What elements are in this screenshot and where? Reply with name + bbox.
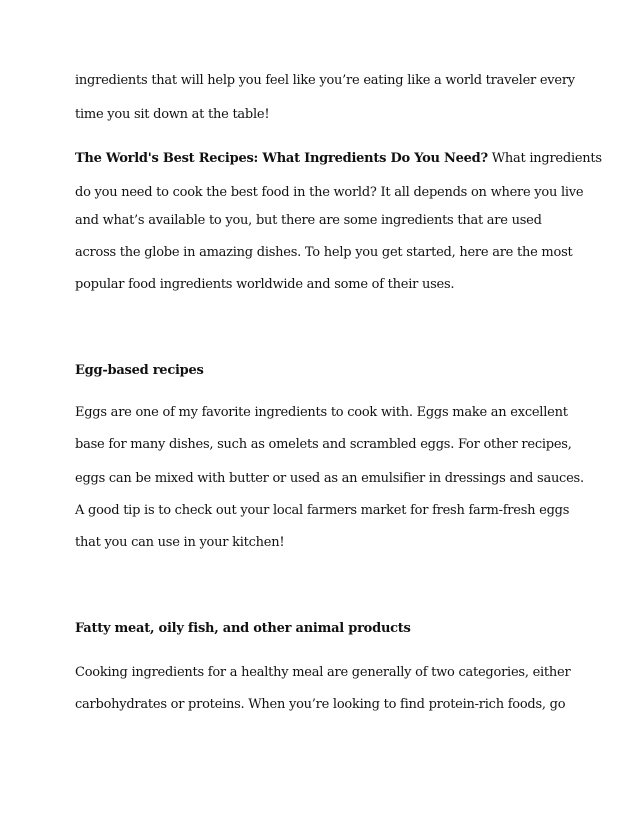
meat-section-heading: Fatty meat, oily fish, and other animal products xyxy=(75,621,411,636)
meat-section-line-2: carbohydrates or proteins. When you’re looking to find protein-rich foods, go xyxy=(75,697,566,712)
intro-line-2: time you sit down at the table! xyxy=(75,107,270,122)
egg-section-line-4: A good tip is to check out your local farmers market for fresh farm-fresh eggs xyxy=(75,503,570,518)
best-recipes-line-4: across the globe in amazing dishes. To help you get started, here are the most xyxy=(75,245,573,260)
best-recipes-line-5: popular food ingredients worldwide and some of their uses. xyxy=(75,277,455,292)
best-recipes-heading: The World's Best Recipes: What Ingredients Do You Need? xyxy=(75,151,488,166)
egg-section-line-3: eggs can be mixed with butter or used as an emulsifier in dressings and sauces. xyxy=(75,471,584,486)
egg-section-heading: Egg-based recipes xyxy=(75,363,204,378)
best-recipes-line-1 xyxy=(75,151,602,167)
best-recipes-line-1-text: What ingredients xyxy=(487,151,602,166)
best-recipes-line-3: and what’s available to you, but there are some ingredients that are used xyxy=(75,213,542,228)
meat-section-line-1: Cooking ingredients for a healthy meal are generally of two categories, either xyxy=(75,665,571,680)
egg-section-line-2: base for many dishes, such as omelets and scrambled eggs. For other recipes, xyxy=(75,437,572,452)
intro-line-1: ingredients that will help you feel like you’re eating like a world traveler every xyxy=(75,73,575,88)
egg-section-line-1: Eggs are one of my favorite ingredients to cook with. Eggs make an excellent xyxy=(75,405,568,420)
egg-section-line-5: that you can use in your kitchen! xyxy=(75,535,285,550)
best-recipes-line-2: do you need to cook the best food in the world? It all depends on where you live xyxy=(75,185,584,200)
